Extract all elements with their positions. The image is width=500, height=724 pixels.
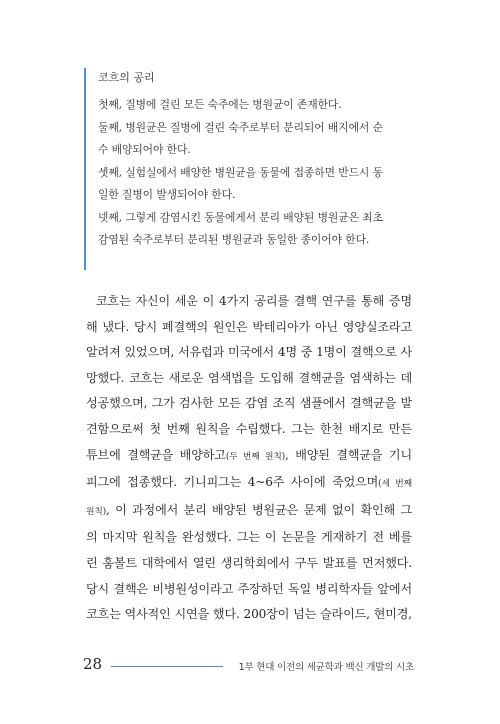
body-text-run: , 이 과정에서 분리 배양된 병원균은 문제 없이 확인해 그 [105,502,412,517]
postulate-1: 첫째, 질병에 걸린 모든 숙주에는 병원균이 존재한다. [98,98,342,111]
box-title: 코흐의 공리 [98,71,155,84]
postulate-2-line-2: 수 배양되어야 한다. [98,143,191,156]
body-line: 코흐는 역사적인 시연을 했다. 200장이 넘는 슬라이드, 현미경, [86,607,412,622]
body-paragraph [86,289,412,628]
body-line: 알려져 있었으며, 서유럽과 미국에서 4명 중 1명이 결핵으로 사 [86,345,412,360]
body-line: 코흐는 자신이 세운 이 4가지 공리를 결핵 연구를 통해 증명 [96,294,412,308]
inline-note: (세 번째 [378,479,412,490]
inline-note: (두 번째 원칙) [225,451,286,462]
body-line: 견함으로써 첫 번째 원칙을 수립했다. 그는 한천 배지로 만든 [86,421,412,436]
page-number: 28 [83,655,103,673]
body-line: 린 훔볼트 대학에서 열린 생리학회에서 구두 발표를 먼저했다. [86,555,412,570]
postulate-4-line-2: 감염된 숙주로부터 분리된 병원균과 동일한 종이어야 한다. [98,233,370,246]
body-text-run: 튜브에 결핵균을 배양하고 [86,447,226,462]
postulate-2-line-1: 둘째, 병원균은 질병에 걸린 숙주로부터 분리되어 배지에서 순 [98,120,383,134]
postulate-3-line-2: 일한 질병이 발생되어야 한다. [98,188,236,201]
footer-divider [111,666,223,667]
body-text-run: , 배양된 결핵균을 기니 [285,447,412,462]
body-line: 당시 결핵은 비병원성이라고 주장하던 독일 병리학자들 앞에서 [86,581,412,596]
body-line [86,470,412,498]
koch-postulates-box [84,68,416,270]
body-line: 망했다. 코흐는 새로운 염색법을 도입해 결핵균을 염색하는 데 [86,370,412,385]
body-line: 의 마지막 원칙을 완성했다. 그는 이 논문을 게재하기 전 베를 [86,530,412,545]
body-line [86,443,412,471]
inline-note: 원칙) [86,506,106,517]
body-text-run: 피그에 접종했다. 기니피그는 4~6주 사이에 죽었으며 [86,475,379,490]
body-line: 해 냈다. 당시 폐결핵의 원인은 박테리아가 아닌 영양실조라고 [86,319,412,334]
body-line: 성공했으며, 그가 검사한 모든 감염 조직 샘플에서 결핵균을 발 [86,396,412,411]
postulate-3-line-1: 셋째, 실험실에서 배양한 병원균을 동물에 접종하면 반드시 동 [98,165,383,179]
postulate-4-line-1: 넷째, 그렇게 감염시킨 동물에게서 분리 배양된 병원균은 최초 [98,210,383,224]
body-line [86,498,412,526]
running-chapter-title: 1부 현대 이전의 세균학과 백신 개발의 시초 [238,662,414,673]
